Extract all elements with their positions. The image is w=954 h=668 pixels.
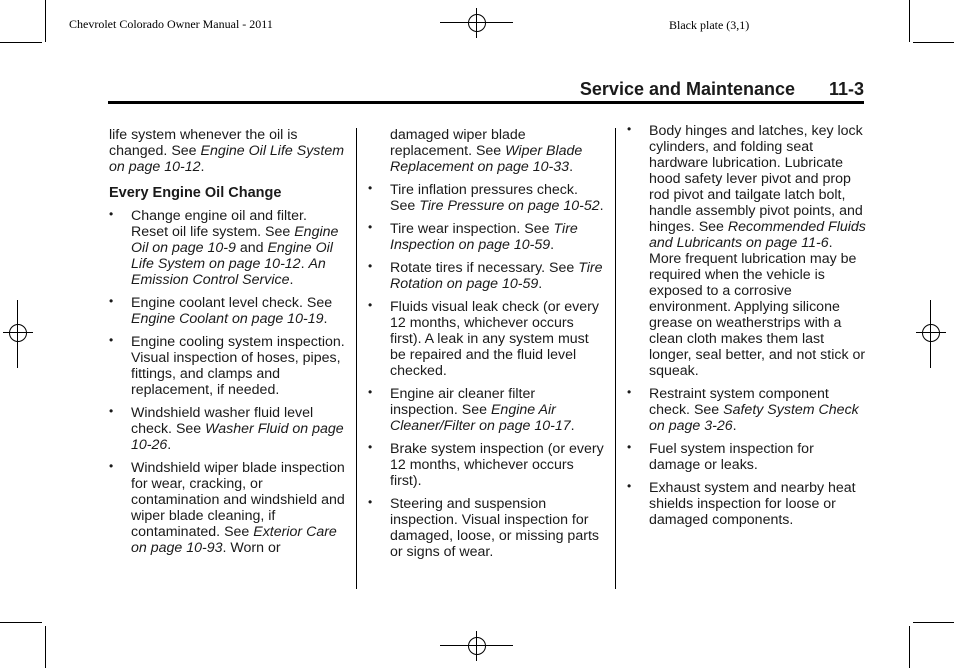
bullet-icon: • (627, 440, 632, 454)
body-text: . (599, 198, 604, 214)
list-item (627, 123, 867, 379)
crop-mark (45, 626, 46, 668)
bullet-icon: • (368, 220, 373, 234)
body-text: . (732, 418, 737, 434)
registration-mark-icon (462, 8, 492, 38)
list-item (368, 496, 604, 560)
slug-left: Chevrolet Colorado Owner Manual - 2011 (69, 17, 273, 31)
registration-mark-icon (3, 318, 33, 348)
bullet-icon: • (368, 259, 373, 273)
cross-reference: Exterior Care on page 10-93 (131, 524, 337, 556)
body-text: . (570, 418, 575, 434)
list-item (627, 441, 867, 473)
list-item (109, 295, 345, 327)
running-header (108, 79, 864, 105)
cross-reference: Engine Oil Life System on page 10-12 (109, 143, 345, 175)
bullet-icon: • (109, 294, 114, 308)
body-text: life system whenever the oil is changed. See (109, 127, 298, 159)
body-text: Windshield washer fluid level check. See (131, 405, 314, 437)
bullet-icon: • (109, 207, 114, 221)
body-text: . (569, 159, 574, 175)
list-item (109, 460, 345, 556)
crop-mark (913, 622, 954, 623)
body-text: Engine air cleaner filter inspection. See (390, 386, 536, 418)
list-item (627, 480, 867, 528)
body-text: Tire wear inspection. See (390, 221, 554, 237)
section-heading: Every Engine Oil Change (109, 185, 282, 201)
bullet-icon: • (627, 122, 632, 136)
list-item (627, 386, 867, 434)
cross-reference: Tire Pressure on page 10-52 (419, 198, 600, 214)
column-divider (615, 128, 616, 589)
body-text: . (323, 311, 328, 327)
slug-right: Black plate (3,1) (669, 18, 750, 32)
registration-line (930, 300, 931, 368)
header-rule (108, 101, 864, 104)
bullet-icon: • (109, 404, 114, 418)
body-text: Change engine oil and filter. Reset oil life system. See (131, 208, 307, 240)
cross-reference: Engine Oil Life System on page 10-12 (131, 240, 333, 272)
cross-reference: Engine Oil on page 10-9 (131, 224, 339, 256)
cross-reference: Engine Air Cleaner/Filter on page 10-17 (390, 402, 571, 434)
bullet-icon: • (109, 333, 114, 347)
intro-paragraph (368, 127, 604, 175)
cross-reference: Safety System Check on page 3-26 (649, 402, 859, 434)
body-text: . Worn or (222, 540, 281, 556)
crop-mark (0, 42, 42, 43)
body-text: Windshield wiper blade inspection for wear, cracking, or contamination and windshield and wiper blade cleaning, if contaminated. See (131, 460, 345, 540)
section-title: Service and Maintenance (579, 79, 795, 99)
list-item (109, 334, 345, 398)
body-text: . (550, 237, 555, 253)
bullet-icon: • (627, 385, 632, 399)
cross-reference: An Emission Control Service (131, 256, 326, 288)
cross-reference: Tire Inspection on page 10-59 (390, 221, 578, 253)
bullet-list (368, 182, 604, 560)
list-item (368, 441, 604, 489)
bullet-list (627, 123, 867, 528)
column-2 (368, 127, 604, 567)
registration-line (440, 645, 513, 646)
bullet-icon: • (368, 298, 373, 312)
cross-reference: Engine Coolant on page 10-19 (131, 311, 324, 327)
body-text: . (289, 272, 294, 288)
body-text: . More frequent lubrication may be required when the vehicle is exposed to a corrosive environment. Applying silicone grease on weatherstrips with a clean cloth makes them last longer, seal better, and not stick or squeak. (649, 235, 866, 379)
bullet-icon: • (368, 181, 373, 195)
body-text: damaged wiper blade replacement. See (390, 127, 526, 159)
crop-mark (913, 42, 954, 43)
list-item (368, 221, 604, 253)
body-text: . (200, 159, 205, 175)
body-text: Body hinges and latches, key lock cylinders, and folding seat hardware lubrication. Lubricate hood safety lever pivot and prop rod pivot and tailgate latch bolt, handle assembly pivot points, and hinges. See (649, 123, 863, 235)
body-text: and (235, 240, 268, 256)
registration-mark-icon (916, 318, 946, 348)
bullet-icon: • (368, 495, 373, 509)
cross-reference: Recommended Fluids and Lubricants on page 11-6 (649, 219, 866, 251)
column-3 (627, 123, 867, 535)
list-item (368, 299, 604, 379)
list-item (109, 208, 345, 288)
crop-mark (0, 622, 42, 623)
list-item (368, 386, 604, 434)
body-text: Rotate tires if necessary. See (390, 260, 579, 276)
body-text: . (167, 437, 172, 453)
page-number: 11-3 (828, 79, 864, 99)
body-text: . (300, 256, 309, 272)
bullet-icon: • (368, 440, 373, 454)
column-1 (109, 127, 345, 563)
crop-mark (909, 0, 910, 42)
body-text: Tire inflation pressures check. See (390, 182, 578, 214)
body-text: Fluids visual leak check (or every 12 months, whichever occurs first). A leak in any system must be repaired and the fluid level checked. (390, 299, 599, 379)
bullet-icon: • (368, 385, 373, 399)
registration-mark-icon (462, 631, 492, 661)
column-divider (356, 128, 357, 589)
body-text: Exhaust system and nearby heat shields inspection for loose or damaged components. (649, 480, 856, 528)
registration-line (17, 300, 18, 368)
body-text: . (538, 276, 543, 292)
body-text: Fuel system inspection for damage or leaks. (649, 441, 814, 473)
list-item (368, 260, 604, 292)
body-text: Engine coolant level check. See (131, 295, 333, 311)
bullet-icon: • (627, 479, 632, 493)
body-text: Restraint system component check. See (649, 386, 829, 418)
cross-reference: Washer Fluid on page 10-26 (131, 421, 344, 453)
cross-reference: Tire Rotation on page 10-59 (390, 260, 603, 292)
list-item (109, 405, 345, 453)
cross-reference: Wiper Blade Replacement on page 10-33 (390, 143, 583, 175)
crop-mark (909, 626, 910, 668)
body-text: Engine cooling system inspection. Visual inspection of hoses, pipes, fittings, and clamps and replacement, if needed. (131, 334, 345, 398)
crop-mark (45, 0, 46, 42)
registration-line (440, 22, 513, 23)
body-text: Steering and suspension inspection. Visual inspection for damaged, loose, or missing parts or signs of wear. (390, 496, 599, 560)
bullet-icon: • (109, 459, 114, 473)
intro-paragraph (109, 127, 345, 175)
bullet-list (109, 208, 345, 556)
body-text: Brake system inspection (or every 12 months, whichever occurs first). (390, 441, 604, 489)
list-item (368, 182, 604, 214)
